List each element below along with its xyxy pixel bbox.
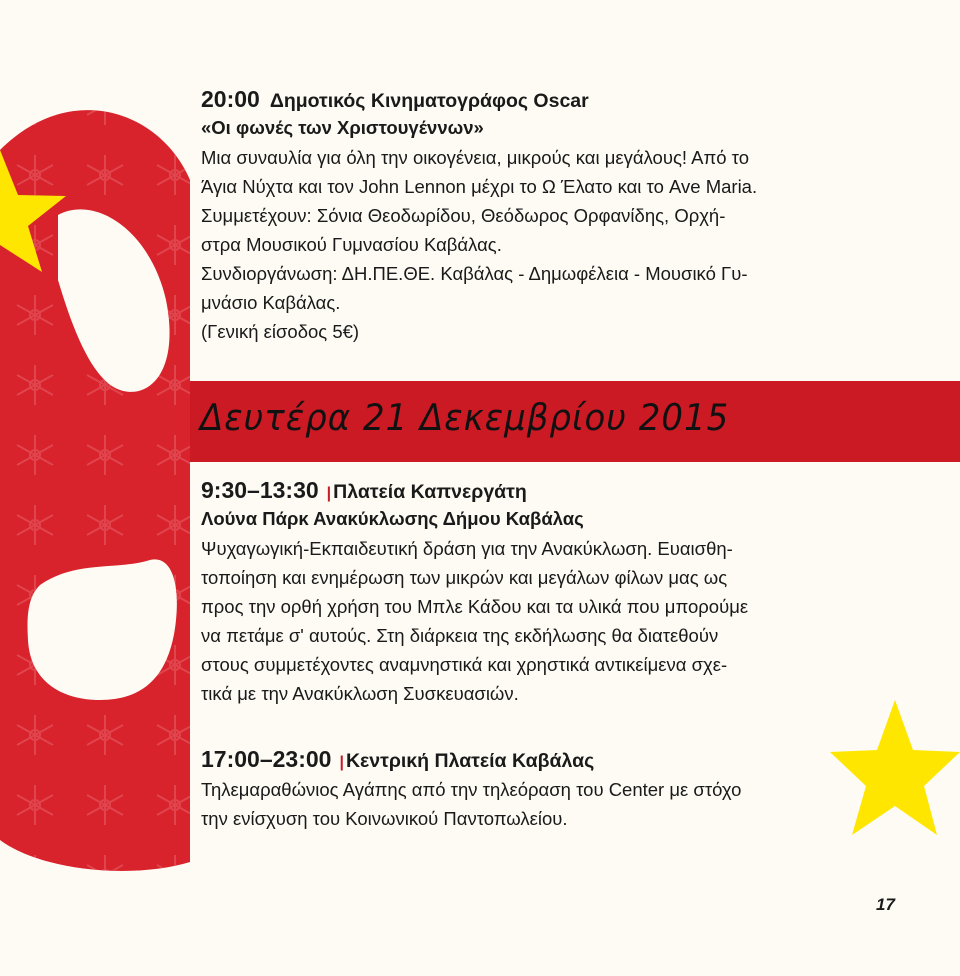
- event-1-line: στρα Μουσικού Γυμνασίου Καβάλας.: [201, 234, 502, 255]
- event-1-line: (Γενική είσοδος 5€): [201, 321, 360, 342]
- event-3-header: [201, 746, 881, 773]
- event-2-line: τοποίηση και ενημέρωση των μικρών και μεγάλων φίλων μας ως: [201, 567, 728, 588]
- event-1-title: «Οι φωνές των Χριστουγέννων»: [201, 117, 484, 138]
- event-2-line: να πετάμε σ' αυτούς. Στη διάρκεια της εκδήλωσης θα διατεθούν: [201, 625, 719, 646]
- day-banner-title: Δευτέρα 21 Δεκεμβρίου 2015: [200, 396, 730, 440]
- page-number: 17: [876, 895, 895, 914]
- event-2-line: προς την ορθή χρήση του Μπλε Κάδου και τα υλικά που μπορούμε: [201, 596, 749, 617]
- event-3-line: την ενίσχυση του Κοινωνικού Παντοπωλείου.: [201, 808, 568, 829]
- event-1-line: Άγια Νύχτα και τον John Lennon μέχρι το Ω Έλατο και το Ave Maria.: [201, 176, 758, 197]
- event-3: [201, 746, 881, 833]
- event-2-separator: |: [326, 485, 332, 502]
- event-1-line: Μια συναυλία για όλη την οικογένεια, μικρούς και μεγάλους! Από το: [201, 147, 749, 168]
- event-2-line: Ψυχαγωγική-Εκπαιδευτική δράση για την Ανακύκλωση. Ευαισθη-: [201, 538, 733, 559]
- event-1-line: Συμμετέχουν: Σόνια Θεοδωρίδου, Θεόδωρος Ορφανίδης, Ορχή-: [201, 205, 726, 226]
- event-2-time: 9:30–13:30: [201, 477, 319, 503]
- event-3-separator: |: [339, 754, 344, 771]
- event-3-venue: Κεντρική Πλατεία Καβάλας: [345, 750, 595, 772]
- event-3-time: 17:00–23:00: [201, 746, 332, 772]
- event-2-line: τικά με την Ανακύκλωση Συσκευασιών.: [201, 683, 519, 704]
- event-1-line: Συνδιοργάνωση: ΔΗ.ΠΕ.ΘΕ. Καβάλας - Δημωφέλεια - Μουσικό Γυ-: [201, 263, 748, 284]
- event-2-header: [201, 477, 881, 504]
- event-2: [201, 477, 881, 708]
- event-2-line: στους συμμετέχοντες αναμνηστικά και χρηστικά αντικείμενα σχε-: [201, 654, 728, 675]
- event-1-venue: Δημοτικός Κινηματογράφος Oscar: [269, 90, 589, 112]
- event-1: [201, 86, 881, 346]
- event-1-line: μνάσιο Καβάλας.: [201, 292, 341, 313]
- event-3-line: Τηλεμαραθώνιος Αγάπης από την τηλεόραση του Center με στόχο: [201, 779, 742, 800]
- event-2-venue: Πλατεία Καπνεργάτη: [333, 481, 527, 503]
- event-1-time: 20:00: [201, 86, 260, 112]
- event-2-title: Λούνα Πάρκ Ανακύκλωσης Δήμου Καβάλας: [201, 508, 584, 529]
- event-1-header: [201, 86, 881, 113]
